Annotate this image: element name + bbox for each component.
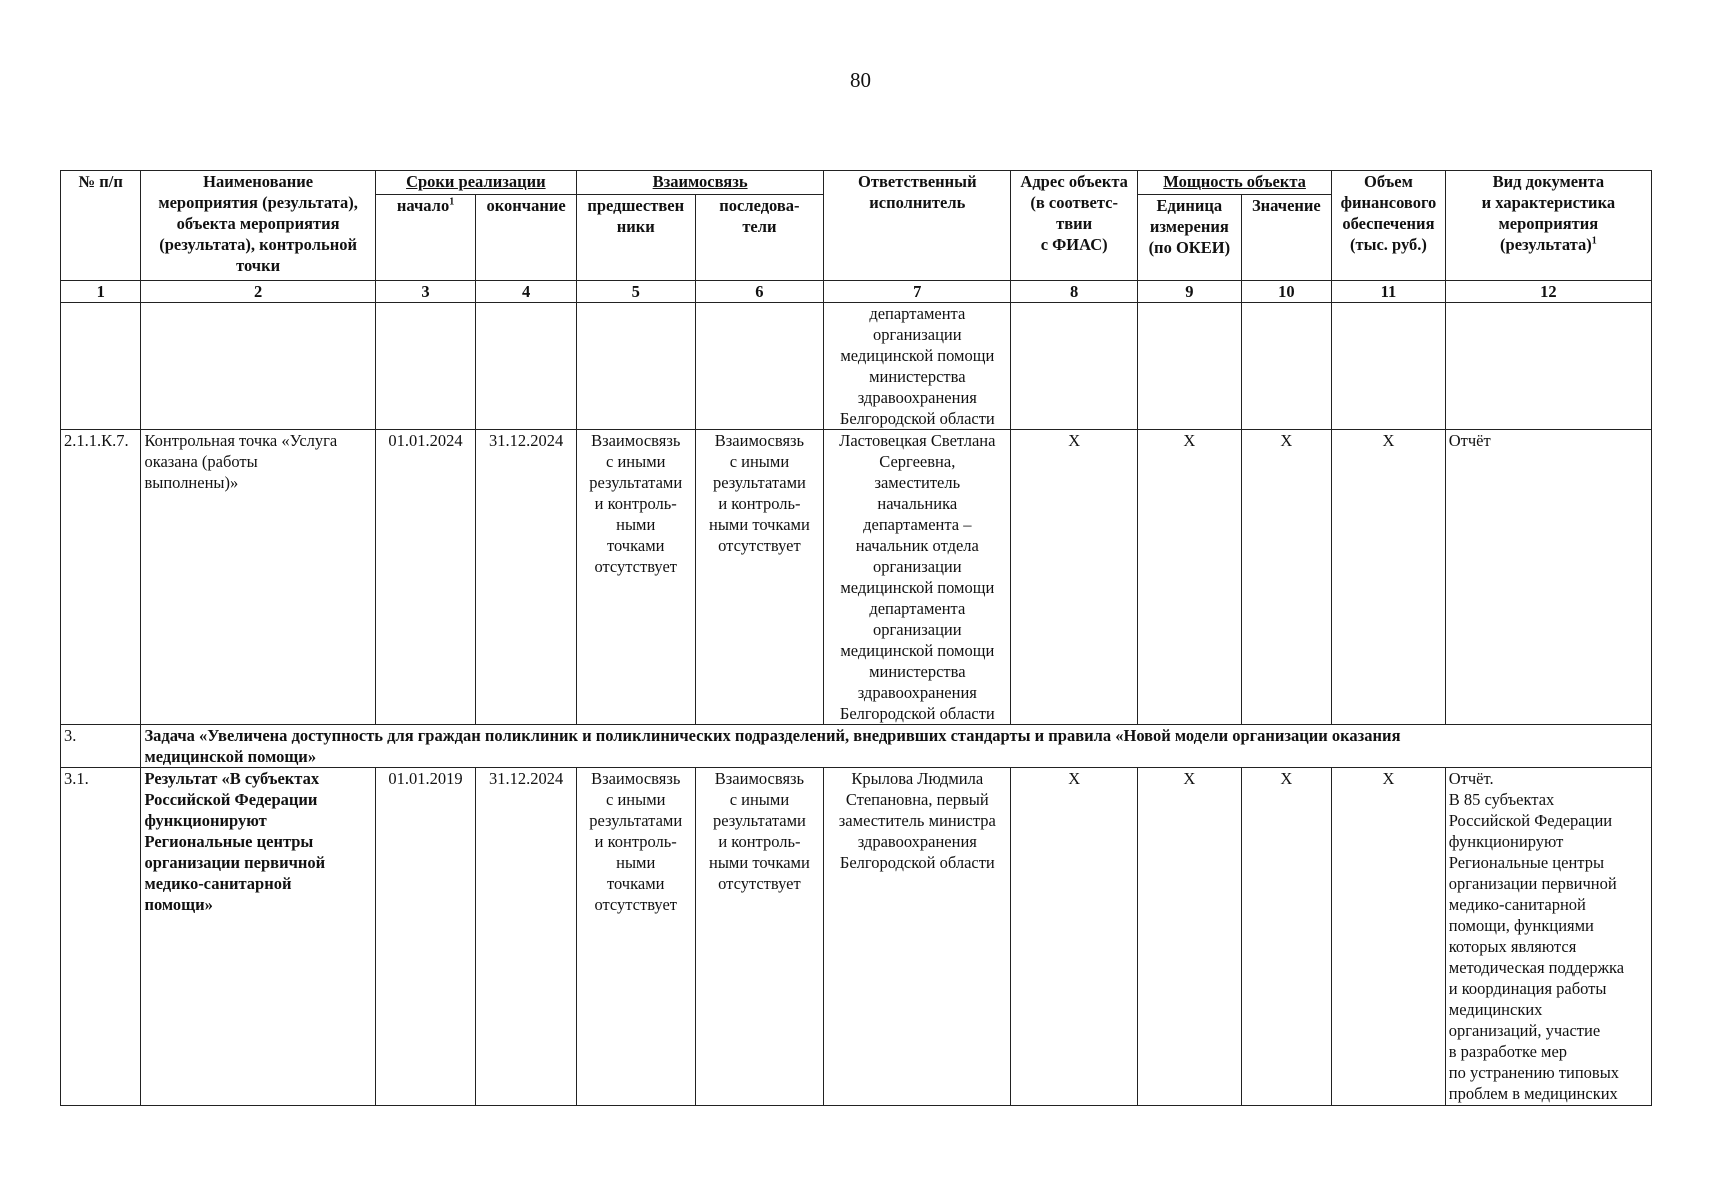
table-row (61, 303, 1652, 430)
cell-num: 2.1.1.К.7. (61, 430, 141, 725)
cell-unit: X (1138, 768, 1242, 1106)
header-address: Адрес объекта (в соответс- твии с ФИАС) (1011, 171, 1138, 281)
cell-predecessors: Взаимосвязь с иными результатами и контроль- ными точками отсутствует (576, 430, 695, 725)
cell-name: Контрольная точка «Услуга оказана (работы выполнены)» (141, 430, 375, 725)
cell-doctype: Отчёт. В 85 субъектах Российской Федерации функционируют Региональные центры организации первичной медико-санитарной помощи, функциями которых являются методическая поддержка и координация работы медицинских организаций, участие в разработке мер по устранению типовых проблем в медицинских (1445, 768, 1651, 1106)
header-num: № п/п (61, 171, 141, 281)
cell-empty (476, 303, 577, 430)
column-number: 7 (824, 281, 1011, 303)
task-row (61, 725, 1652, 768)
cell-empty (141, 303, 375, 430)
page-number: 80 (850, 68, 871, 92)
cell-value: X (1241, 430, 1332, 725)
cell-address: X (1011, 768, 1138, 1106)
header-end: окончание (476, 195, 577, 281)
cell-value: X (1241, 768, 1332, 1106)
column-number: 4 (476, 281, 577, 303)
header-start-footnote: 1 (449, 196, 455, 208)
cell-doctype: Отчёт (1445, 430, 1651, 725)
header-relation-label: Взаимосвязь (652, 172, 748, 191)
cell-predecessors: Взаимосвязь с иными результатами и контроль- ными точками отсутствует (576, 768, 695, 1106)
header-value: Значение (1241, 195, 1332, 281)
column-number: 6 (695, 281, 824, 303)
cell-responsible: департамента организации медицинской помощи министерства здравоохранения Белгородской области (824, 303, 1011, 430)
cell-empty (1138, 303, 1242, 430)
column-number: 2 (141, 281, 375, 303)
column-number: 12 (1445, 281, 1651, 303)
header-relation (576, 171, 823, 195)
cell-start: 01.01.2019 (375, 768, 476, 1106)
cell-address: X (1011, 430, 1138, 725)
column-number: 10 (1241, 281, 1332, 303)
column-number: 1 (61, 281, 141, 303)
header-doctype (1445, 171, 1651, 281)
cell-empty (1332, 303, 1446, 430)
column-number: 5 (576, 281, 695, 303)
cell-successors: Взаимосвязь с иными результатами и контроль- ными точками отсутствует (695, 768, 824, 1106)
header-doctype-label: Вид документа и характеристика мероприятия (результата) (1481, 172, 1616, 254)
cell-responsible: Ластовецкая Светлана Сергеевна, заместитель начальника департамента – начальник отдела организации медицинской помощи департамента организации медицинской помощи министерства здравоохранения Белгородской области (824, 430, 1011, 725)
cell-num: 3.1. (61, 768, 141, 1106)
header-finance: Объем финансового обеспечения (тыс. руб.) (1332, 171, 1446, 281)
cell-empty (576, 303, 695, 430)
header-terms (375, 171, 576, 195)
cell-empty (61, 303, 141, 430)
cell-empty (375, 303, 476, 430)
cell-start: 01.01.2024 (375, 430, 476, 725)
column-number: 8 (1011, 281, 1138, 303)
header-doctype-footnote: 1 (1591, 235, 1597, 247)
cell-empty (1011, 303, 1138, 430)
header-successors: последова- тели (695, 195, 824, 281)
cell-empty (695, 303, 824, 430)
cell-finance: X (1332, 430, 1446, 725)
cell-num: 3. (61, 725, 141, 768)
header-capacity-label: Мощность объекта (1163, 172, 1306, 191)
column-number: 3 (375, 281, 476, 303)
cell-unit: X (1138, 430, 1242, 725)
activities-table (60, 170, 1652, 1106)
header-terms-label: Сроки реализации (406, 172, 546, 191)
header-start (375, 195, 476, 281)
header-predecessors: предшествен ники (576, 195, 695, 281)
cell-name: Результат «В субъектах Российской Федерации функционируют Региональные центры организации первичной медико-санитарной помощи» (141, 768, 375, 1106)
task-title: Задача «Увеличена доступность для граждан поликлиник и поликлинических подразделений, внедривших стандарты и правила «Новой модели организации оказания медицинской помощи» (141, 725, 1652, 768)
cell-empty (1445, 303, 1651, 430)
header-unit: Единица измерения (по ОКЕИ) (1138, 195, 1242, 281)
cell-end: 31.12.2024 (476, 430, 577, 725)
table-row (61, 430, 1652, 725)
cell-end: 31.12.2024 (476, 768, 577, 1106)
header-name: Наименование мероприятия (результата), объекта мероприятия (результата), контрольной точки (141, 171, 375, 281)
cell-finance: X (1332, 768, 1446, 1106)
cell-empty (1241, 303, 1332, 430)
cell-responsible: Крылова Людмила Степановна, первый заместитель министра здравоохранения Белгородской области (824, 768, 1011, 1106)
column-number: 11 (1332, 281, 1446, 303)
header-responsible: Ответственный исполнитель (824, 171, 1011, 281)
cell-successors: Взаимосвязь с иными результатами и контроль- ными точками отсутствует (695, 430, 824, 725)
column-number: 9 (1138, 281, 1242, 303)
header-start-label: начало (396, 196, 450, 215)
table-row (61, 768, 1652, 1106)
header-capacity (1138, 171, 1332, 195)
